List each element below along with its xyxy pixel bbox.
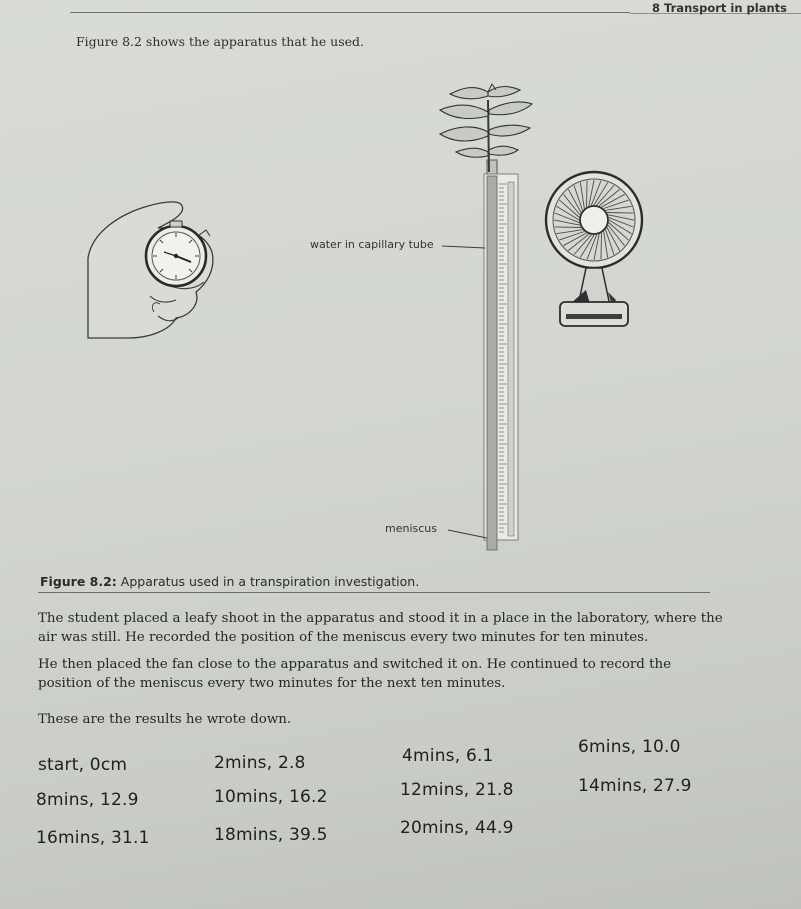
caption-rule xyxy=(38,592,710,593)
figure-caption-text: Apparatus used in a transpiration investigation. xyxy=(120,574,420,589)
fan-illustration xyxy=(546,172,642,326)
result-entry: 8mins, 12.9 xyxy=(36,790,139,810)
chapter-title: 8 Transport in plants xyxy=(652,1,787,15)
paragraph-2: He then placed the fan close to the apparatus and switched it on. He continued to record the position of the meniscus every two minutes for the next ten minutes. xyxy=(38,657,672,691)
fan-grille-line xyxy=(607,213,633,214)
stopwatch-in-hand-illustration xyxy=(88,202,213,338)
result-entry: 18mins, 39.5 xyxy=(214,825,328,845)
paragraph-3: These are the results he wrote down. xyxy=(38,712,292,727)
fan-grille-line xyxy=(555,227,581,228)
result-entry: 20mins, 44.9 xyxy=(400,818,514,838)
result-entry: 4mins, 6.1 xyxy=(402,746,494,766)
result-entry: start, 0cm xyxy=(38,755,128,775)
figure-caption xyxy=(40,574,419,589)
capillary-tube-illustration xyxy=(484,160,518,550)
result-entry: 16mins, 31.1 xyxy=(36,828,150,848)
label-water-in-capillary-tube: water in capillary tube xyxy=(310,238,434,251)
result-entry: 14mins, 27.9 xyxy=(578,776,692,796)
label-meniscus: meniscus xyxy=(385,522,437,535)
figure-number: Figure 8.2: xyxy=(40,574,117,589)
result-entry: 6mins, 10.0 xyxy=(578,737,681,757)
fan-grille-line xyxy=(601,233,602,259)
paragraph-1: The student placed a leafy shoot in the apparatus and stood it in a place in the laboratory, where the air was still. He recorded the position of the meniscus every two minutes for ten minutes. xyxy=(38,611,723,645)
result-entry: 12mins, 21.8 xyxy=(400,780,514,800)
leafy-shoot-illustration xyxy=(440,84,532,172)
result-entry: 2mins, 2.8 xyxy=(214,753,306,773)
result-entry: 10mins, 16.2 xyxy=(214,787,328,807)
intro-text: Figure 8.2 shows the apparatus that he used. xyxy=(76,34,365,49)
fan-grille-line xyxy=(587,181,588,207)
